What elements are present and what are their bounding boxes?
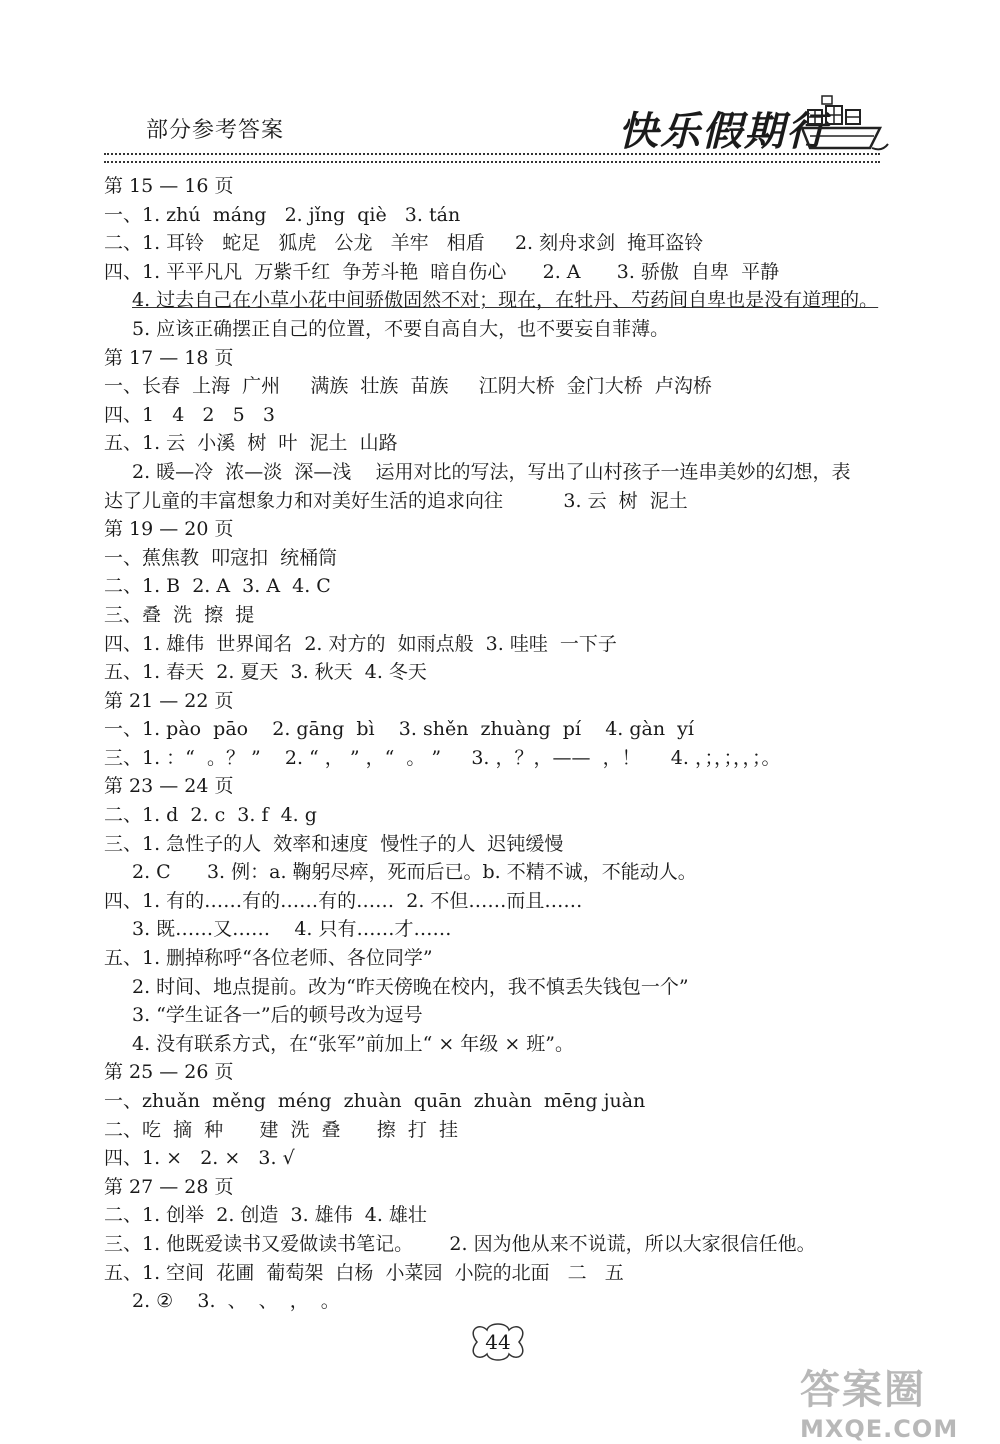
- answer-line: 达了儿童的丰富想象力和对美好生活的追求向往 3. 云 树 泥土: [104, 489, 688, 512]
- answer-line: 一、长春 上海 广州 满族 壮族 苗族 江阴大桥 金门大桥 卢沟桥: [104, 375, 712, 398]
- brand-title: 快乐假期行: [618, 109, 828, 155]
- answer-content: [104, 172, 904, 1316]
- answer-line: 3. “学生证各一”后的顿号改为逗号: [132, 1004, 423, 1027]
- section-heading: 第 21 — 22 页: [104, 689, 234, 712]
- answer-line: 二、吃 摘 种 建 洗 叠 擦 打 挂: [104, 1118, 458, 1141]
- answer-line: 二、1. d 2. c 3. f 4. g: [104, 804, 317, 827]
- section-heading: 第 23 — 24 页: [104, 775, 234, 798]
- answer-line: 2. ② 3. 、 、 ， 。: [132, 1290, 340, 1313]
- ship-icon: [800, 92, 890, 162]
- answer-line: 三、1. 他既爱读书又爱做读书笔记。 2. 因为他从来不说谎，所以大家很信任他。: [104, 1232, 816, 1255]
- answer-line: 三、1. ：“ 。？ ” 2. “ ， ” ，“ 。 ” 3. ，？，—— ，！ 4. ，；，；，，；。: [104, 746, 781, 769]
- answer-line: 四、1 4 2 5 3: [104, 403, 275, 426]
- answer-line: 3. 既……又…… 4. 只有……才……: [132, 918, 452, 941]
- section-title: 部分参考答案: [146, 118, 285, 143]
- answer-line: 五、1. 删掉称呼“各位老师、各位同学”: [104, 947, 433, 970]
- answer-line: 四、1. 雄伟 世界闻名 2. 对方的 如雨点般 3. 哇哇 一下子: [104, 632, 617, 655]
- watermark-logo-text: 答案圈: [800, 1367, 926, 1413]
- answer-line: 一、zhuǎn měng méng zhuàn quān zhuàn mēng juàn: [104, 1090, 646, 1112]
- page-number-text: 44: [485, 1330, 511, 1354]
- watermark-domain: MXQE.COM: [800, 1415, 959, 1443]
- answer-line: 一、1. pào pāo 2. gāng bì 3. shěn zhuàng pí 4. gàn yí: [104, 718, 694, 741]
- answer-line: 四、1. × 2. × 3. √: [104, 1147, 295, 1170]
- answer-line: 五、1. 空间 花圃 葡萄架 白杨 小菜园 小院的北面 二 五: [104, 1261, 624, 1284]
- answer-line: 5. 应该正确摆正自己的位置，不要自高自大，也不要妄自菲薄。: [132, 317, 670, 340]
- answer-line: 4. 没有联系方式，在“张军”前加上“ × 年级 × 班”。: [132, 1032, 575, 1055]
- answer-line: 二、1. 耳铃 蛇足 狐虎 公龙 羊牢 相盾 2. 刻舟求剑 掩耳盗铃: [104, 232, 704, 255]
- answer-line: 三、1. 急性子的人 效率和速度 慢性子的人 迟钝缓慢: [104, 832, 564, 855]
- underlined-answer-line: 4. 过去自己在小草小花中间骄傲固然不对；现在，在牡丹、芍药间自卑也是没有道理的。: [132, 289, 879, 312]
- watermark: [800, 1358, 990, 1443]
- section-heading: 第 15 — 16 页: [104, 175, 234, 197]
- header-divider: [104, 153, 880, 163]
- answer-line: 二、1. B 2. A 3. A 4. C: [104, 575, 331, 598]
- answer-line: 一、蕉焦教 叩寇扣 统桶筒: [104, 546, 338, 569]
- answer-line: 2. C 3. 例：a. 鞠躬尽瘁，死而后已。b. 不精不诚，不能动人。: [132, 861, 697, 884]
- answer-line: 五、1. 春天 2. 夏天 3. 秋天 4. 冬天: [104, 661, 427, 684]
- answer-line: 四、1. 有的……有的……有的…… 2. 不但……而且……: [104, 889, 583, 912]
- section-heading: 第 17 — 18 页: [104, 346, 234, 369]
- answer-line: 一、1. zhú máng 2. jǐng qiè 3. tán: [104, 203, 461, 226]
- answer-line: 五、1. 云 小溪 树 叶 泥土 山路: [104, 432, 398, 455]
- section-heading: 第 27 — 28 页: [104, 1175, 234, 1198]
- answer-line: 四、1. 平平凡凡 万紫千红 争芳斗艳 暗自伤心 2. A 3. 骄傲 自卑 平静: [104, 260, 780, 283]
- answer-line: 三、叠 洗 擦 提: [104, 603, 255, 626]
- answer-line: 二、1. 创举 2. 创造 3. 雄伟 4. 雄壮: [104, 1204, 427, 1227]
- answer-line: 2. 时间、地点提前。改为“昨天傍晚在校内，我不慎丢失钱包一个”: [132, 975, 689, 998]
- section-heading: 第 19 — 20 页: [104, 518, 234, 541]
- section-heading: 第 25 — 26 页: [104, 1061, 234, 1084]
- page-number: [463, 1320, 533, 1364]
- answer-line: 2. 暖—冷 浓—淡 深—浅 运用对比的写法，写出了山村孩子一连串美妙的幻想，表: [132, 460, 851, 483]
